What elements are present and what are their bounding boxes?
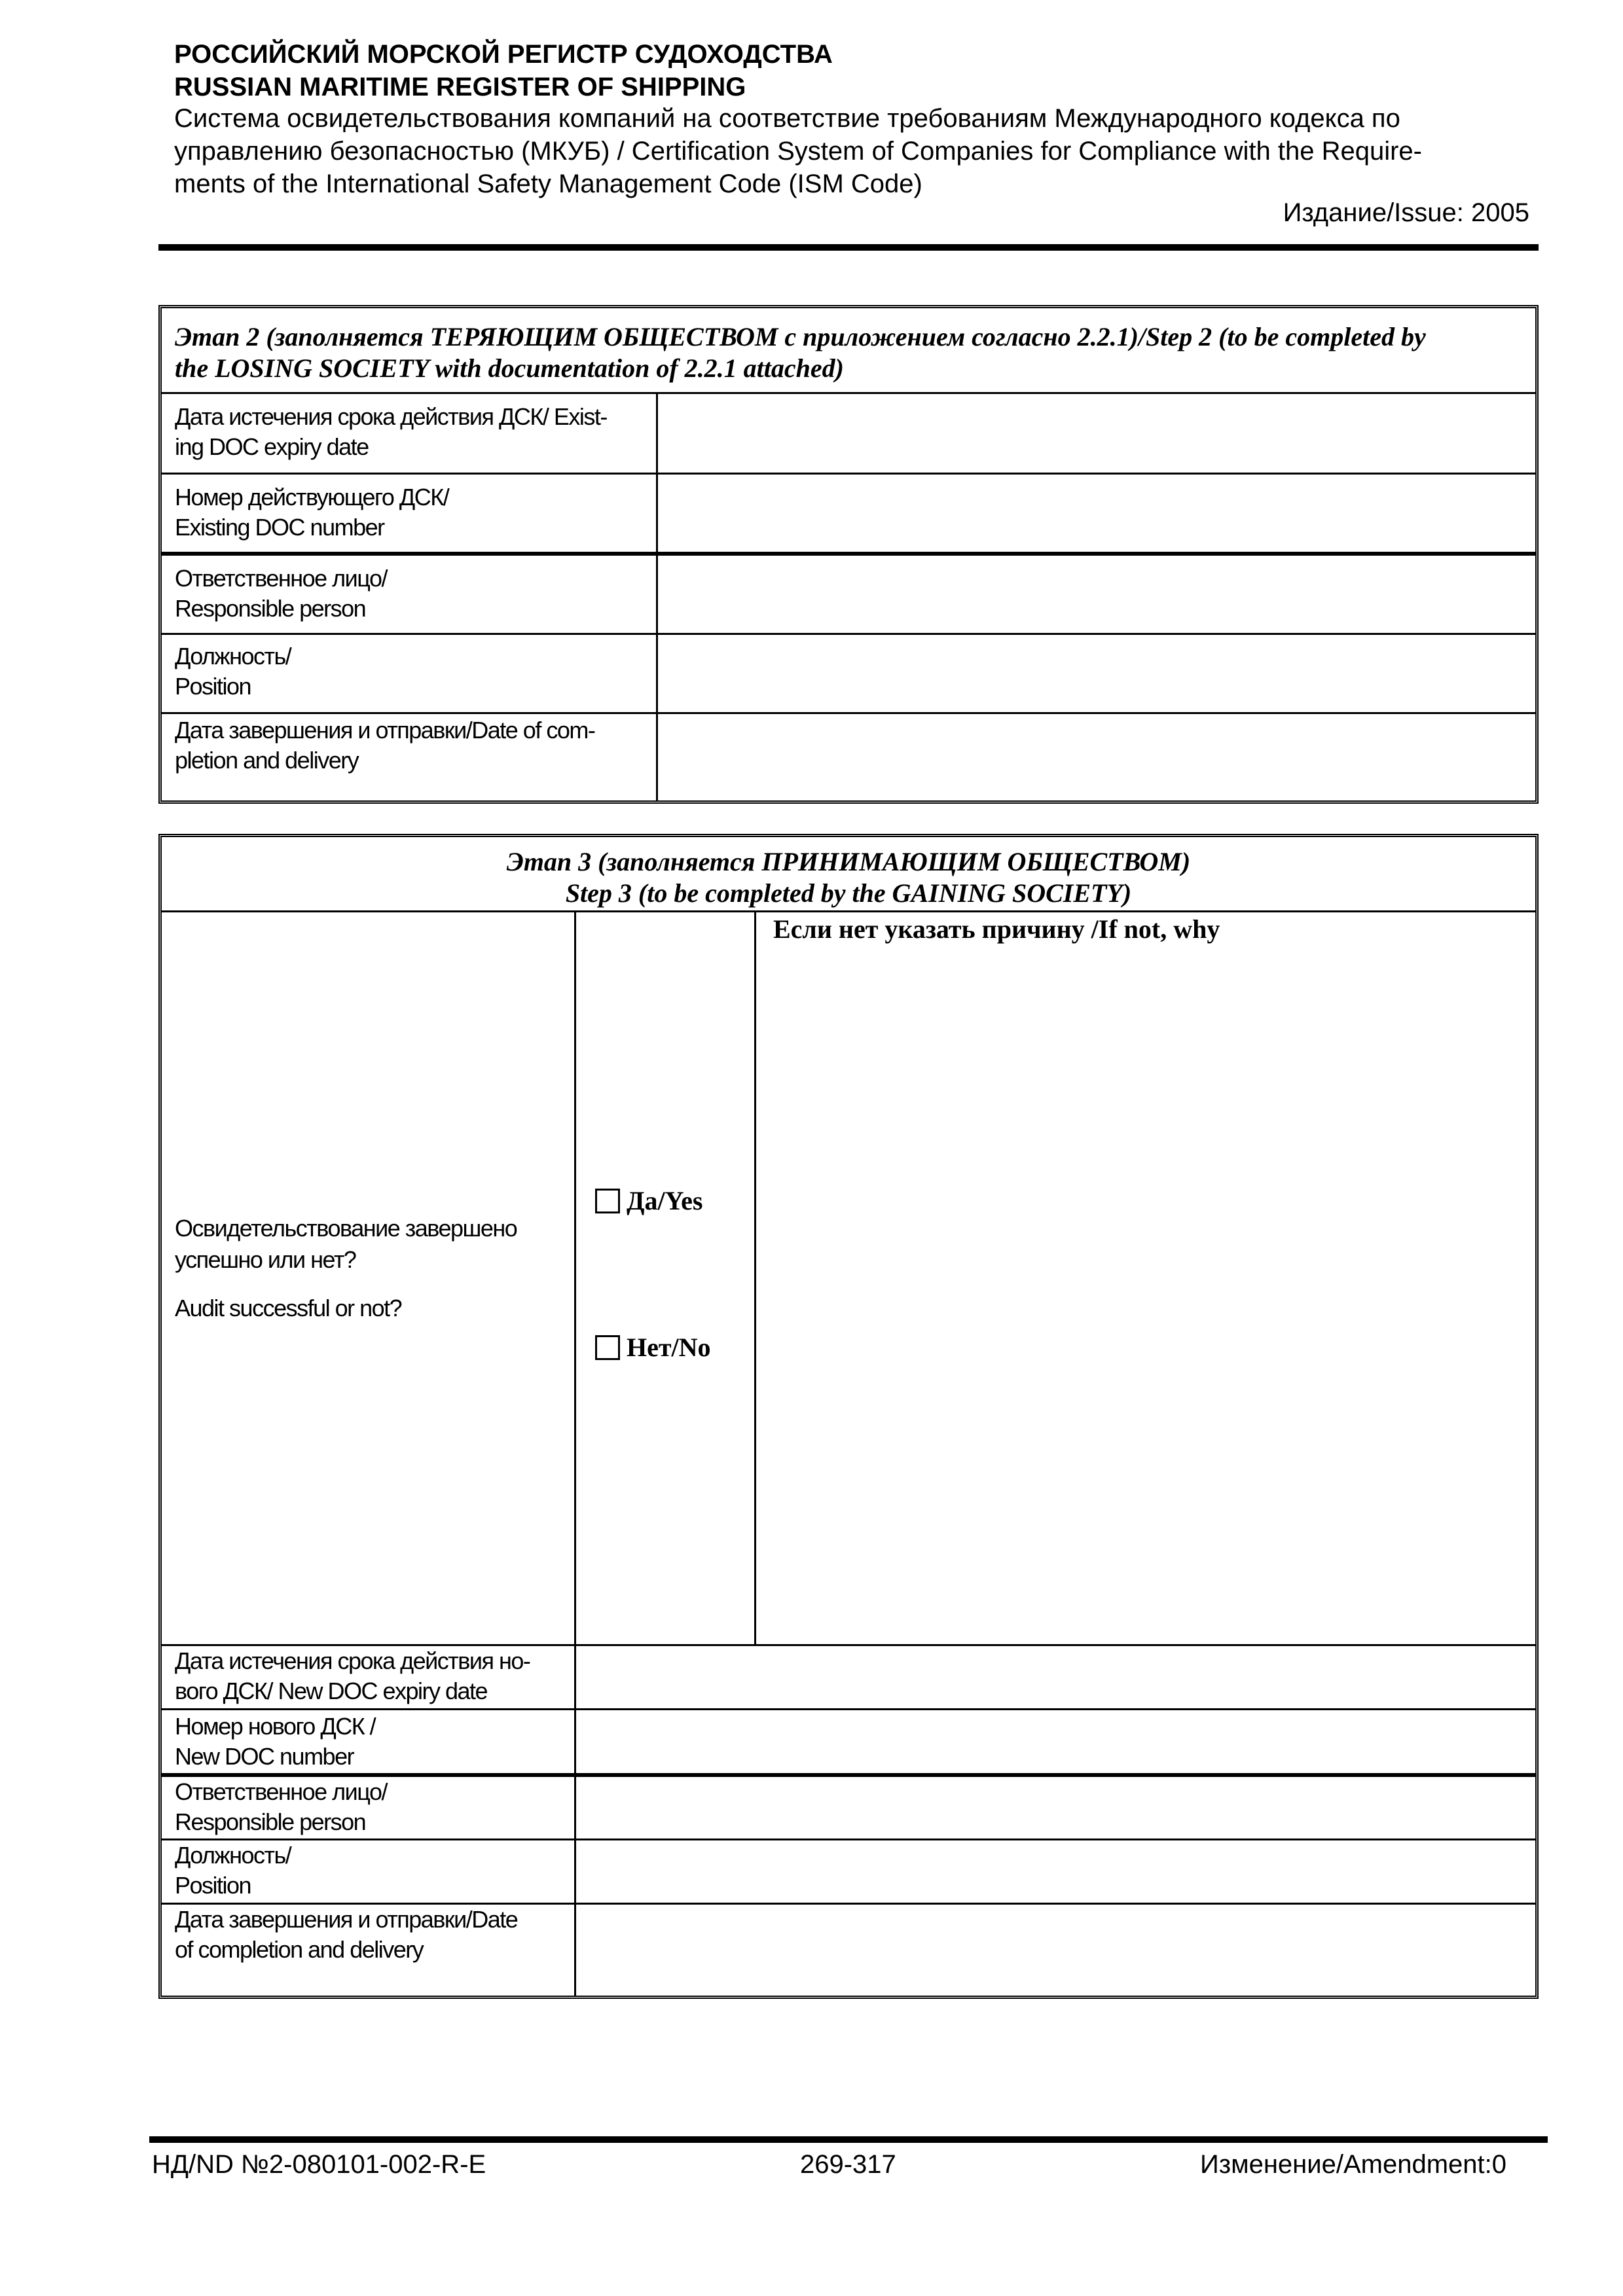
footer-rule [149, 2136, 1548, 2143]
system-title-line-1: Система освидетельствования компаний на соответствие требованиям Международного кодекса по [174, 104, 1400, 133]
row-label-line-1: Должность/ [175, 643, 291, 670]
step3-title [162, 846, 1535, 909]
row-label-line-1: Должность/ [175, 1842, 291, 1869]
header-rule [158, 244, 1539, 251]
step2-row-doc-number [162, 475, 1535, 552]
column-divider [656, 394, 658, 800]
new-doc-expiry-field[interactable] [576, 1646, 1535, 1708]
step2-row-responsible-person [162, 556, 1535, 633]
page-range: 269-317 [800, 2150, 896, 2179]
yes-option[interactable] [595, 1185, 702, 1217]
step2-table [158, 305, 1539, 804]
new-position-field[interactable] [576, 1840, 1535, 1903]
new-completion-date-field[interactable] [576, 1905, 1535, 1996]
step2-row-position [162, 635, 1535, 712]
row-label-line-1: Дата истечения срока действия ДСК/ Exist- [175, 403, 607, 430]
row-label-line-2: pletion and delivery [175, 747, 359, 774]
no-option[interactable] [595, 1332, 711, 1363]
column-divider [574, 912, 576, 1644]
system-title-line-2: управлению безопасностью (МКУБ) / Certification System of Companies for Compliance with the Require- [174, 137, 1422, 166]
step3-table [158, 834, 1539, 1999]
step2-title [175, 321, 1523, 384]
audit-question-line-1: Освидетельствование завершено [175, 1215, 517, 1242]
completion-date-field[interactable] [658, 714, 1535, 800]
no-label: Нет/No [627, 1333, 711, 1362]
system-title-line-3: ments of the International Safety Management Code (ISM Code) [174, 170, 922, 198]
step2-row-completion-date [162, 714, 1535, 800]
row-label-line-2: ing DOC expiry date [175, 433, 369, 460]
no-checkbox[interactable] [595, 1335, 620, 1360]
doc-expiry-field[interactable] [658, 394, 1535, 473]
doc-number-field[interactable] [658, 475, 1535, 552]
row-label-line-2: New DOC number [175, 1743, 354, 1770]
step2-title-line-1: Этап 2 (заполняется ТЕРЯЮЩИМ ОБЩЕСТВОМ с приложением согласно 2.2.1)/Step 2 (to be completed by [175, 322, 1426, 351]
audit-question-line-2: успешно или нет? [175, 1246, 356, 1273]
step2-title-line-2: the LOSING SOCIETY with documentation of 2.2.1 attached) [175, 353, 844, 383]
column-divider [754, 912, 756, 1644]
if-not-why-field[interactable] [761, 948, 1534, 1641]
row-label-line-1: Дата истечения срока действия но- [175, 1647, 530, 1674]
row-label-line-1: Номер нового ДСК / [175, 1713, 376, 1740]
row-label-line-2: Responsible person [175, 1808, 366, 1835]
step3-row-completion-date [162, 1905, 1535, 1996]
row-label-line-2: of completion and delivery [175, 1936, 424, 1963]
audit-question-en: Audit successful or not? [175, 1295, 402, 1321]
row-label-line-1: Ответственное лицо/ [175, 1778, 388, 1805]
org-name-en: RUSSIAN MARITIME REGISTER OF SHIPPING [174, 73, 746, 101]
row-label-line-2: Position [175, 1872, 251, 1899]
org-name-ru: РОССИЙСКИЙ МОРСКОЙ РЕГИСТР СУДОХОДСТВА [174, 40, 833, 69]
step2-row-doc-expiry [162, 394, 1535, 473]
row-label-line-1: Дата завершения и отправки/Date [175, 1906, 518, 1933]
step3-row-new-doc-number [162, 1710, 1535, 1773]
position-field[interactable] [658, 635, 1535, 712]
row-label-line-2: Existing DOC number [175, 514, 384, 541]
row-label-line-2: Position [175, 673, 251, 700]
audit-result-row [162, 912, 1535, 1644]
step3-title-line-1: Этап 3 (заполняется ПРИНИМАЮЩИМ ОБЩЕСТВОМ) [506, 847, 1191, 876]
row-label-line-1: Дата завершения и отправки/Date of com- [175, 717, 595, 744]
yes-checkbox[interactable] [595, 1189, 620, 1213]
row-label-line-1: Ответственное лицо/ [175, 565, 388, 592]
new-doc-number-field[interactable] [576, 1710, 1535, 1773]
step3-title-line-2: Step 3 (to be completed by the GAINING SOCIETY) [565, 878, 1132, 908]
if-not-why-label: Если нет указать причину /If not, why [773, 914, 1220, 944]
step3-row-responsible-person [162, 1777, 1535, 1839]
step3-row-position [162, 1840, 1535, 1903]
doc-number: НД/ND №2-080101-002-R-E [152, 2150, 486, 2179]
step3-row-new-doc-expiry [162, 1646, 1535, 1708]
row-label-line-2: вого ДСК/ New DOC expiry date [175, 1677, 488, 1704]
row-label-line-1: Номер действующего ДСК/ [175, 484, 449, 511]
row-label-line-2: Responsible person [175, 595, 366, 622]
yes-label: Да/Yes [627, 1186, 703, 1215]
responsible-person-field[interactable] [658, 556, 1535, 633]
issue-label: Издание/Issue: 2005 [1283, 198, 1529, 227]
amendment: Изменение/Amendment:0 [1200, 2150, 1506, 2179]
new-responsible-person-field[interactable] [576, 1777, 1535, 1839]
column-divider [574, 1646, 576, 1996]
